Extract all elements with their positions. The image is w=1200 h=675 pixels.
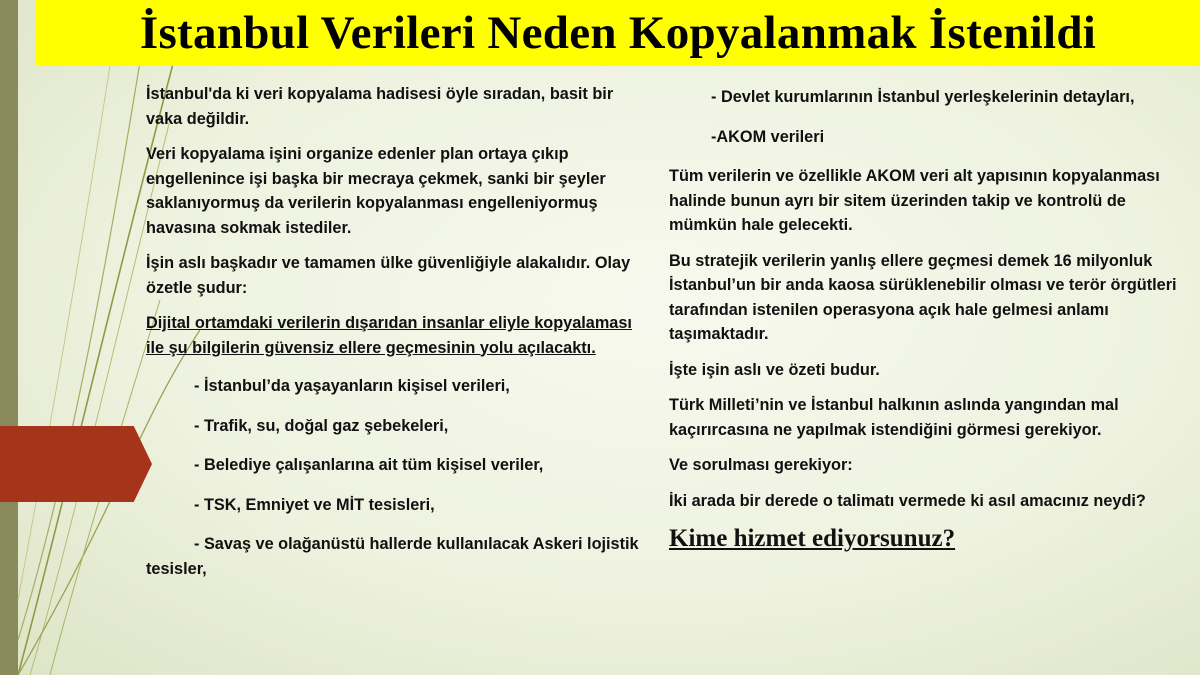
list-item-akom: -AKOM verileri (711, 127, 825, 146)
slide-title: İstanbul Verileri Neden Kopyalanmak İstenildi (139, 7, 1097, 59)
nation-paragraph: Türk Milleti’nin ve İstanbul halkının aslında yangından mal kaçırırcasına ne yapılmak istendiğini görmesi gerekiyor. (669, 396, 1119, 439)
intro-paragraph: İstanbul'da ki veri kopyalama hadisesi öyle sıradan, basit bir vaka değildir. (146, 85, 614, 128)
strategic-paragraph: Bu stratejik verilerin yanlış ellere geçmesi demek 16 milyonluk İstanbul’un bir anda kaosa sürüklenebilir olması ve terör örgütleri tarafından istenilen operasyona açık hale gelmesi anlamı taşımaktadır. (669, 251, 1177, 343)
left-column (146, 82, 646, 596)
list-item: - Savaş ve olağanüstü hallerde kullanılacak Askeri lojistik tesisler, (146, 535, 639, 578)
right-column (669, 85, 1193, 554)
list-item-devlet: - Devlet kurumlarının İstanbul yerleşkelerinin detayları, (711, 88, 1135, 106)
list-item: - Trafik, su, doğal gaz şebekeleri, (194, 416, 449, 435)
truth-paragraph: İşin aslı başkadır ve tamamen ülke güvenliğiyle alakalıdır. Olay özetle şudur: (146, 254, 631, 297)
organizers-paragraph: Veri kopyalama işini organize edenler plan ortaya çıkıp engellenince işi başka bir mecraya çekmek, sanki bir şeyler saklanıyormuş da verilerin kopyalanması engelleniyormuş havasına sokmak istediler. (146, 145, 606, 237)
underlined-paragraph: Dijital ortamdaki verilerin dışarıdan insanlar eliyle kopyalaması ile şu bilgilerin güvensiz ellere geçmesinin yolu açılacaktı. (146, 314, 632, 357)
question-intro-paragraph: Ve sorulması gerekiyor: (669, 456, 853, 474)
akom-paragraph: Tüm verilerin ve özellikle AKOM veri alt yapısının kopyalanması halinde bunun ayrı bir sitem üzerinden takip ve kontrolü de mümkün hale gelecekti. (669, 167, 1160, 234)
red-accent-tab (0, 426, 152, 502)
list-item: - Belediye çalışanlarına ait tüm kişisel veriler, (194, 456, 544, 474)
list-item: - İstanbul’da yaşayanların kişisel verileri, (194, 377, 510, 395)
question-paragraph: İki arada bir derede o talimatı vermede ki asıl amacınız neydi? (669, 491, 1146, 510)
summary-paragraph: İşte işin aslı ve özeti budur. (669, 360, 880, 379)
title-bar (36, 0, 1200, 66)
closing-question: Kime hizmet ediyorsunuz? (669, 525, 956, 552)
list-item: - TSK, Emniyet ve MİT tesisleri, (194, 495, 435, 514)
